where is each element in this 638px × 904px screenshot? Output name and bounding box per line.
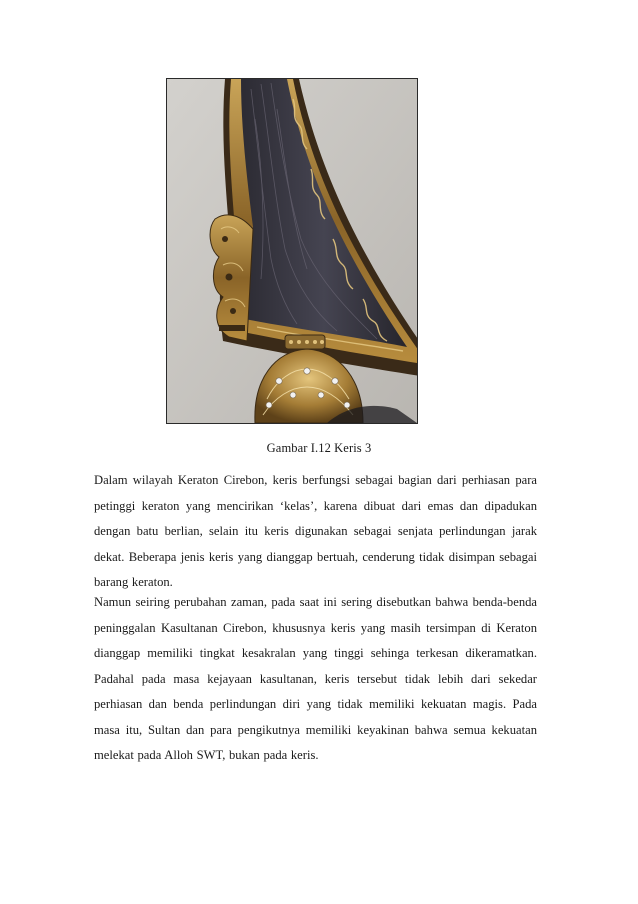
paragraph-keris-sacredness: Namun seiring perubahan zaman, pada saat ini sering disebutkan bahwa benda-benda peninggalan Kasultanan Cirebon, khususnya keris yang masih tersimpan di Keraton dianggap memiliki tingkat kesakralan yang tinggi sehinga terkesan dikeramatkan. Padahal pada masa kejayaan kasultanan, keris tersebut tidak lebih dari sekedar perhiasan dan benda perlindungan diri yang tidak memiliki kekuatan magis. Pada masa itu, Sultan dan para pengikutnya memiliki keyakinan bahwa semua kekuatan melekat pada Alloh SWT, bukan pada keris.: [94, 595, 537, 762]
keris-photo: [166, 78, 418, 424]
keris-illustration: [167, 79, 417, 423]
figure-caption: Gambar I.12 Keris 3: [266, 441, 372, 455]
paragraph-keris-function: Dalam wilayah Keraton Cirebon, keris berfungsi sebagai bagian dari perhiasan para petinggi keraton yang mencirikan ‘kelas’, karena dibuat dari emas dan dipadukan dengan batu berlian, selain itu keris digunakan sebagai senjata perlindungan jarak dekat. Beberapa jenis keris yang dianggap bertuah, cenderung tidak disimpan sebagai barang keraton.: [94, 473, 537, 589]
